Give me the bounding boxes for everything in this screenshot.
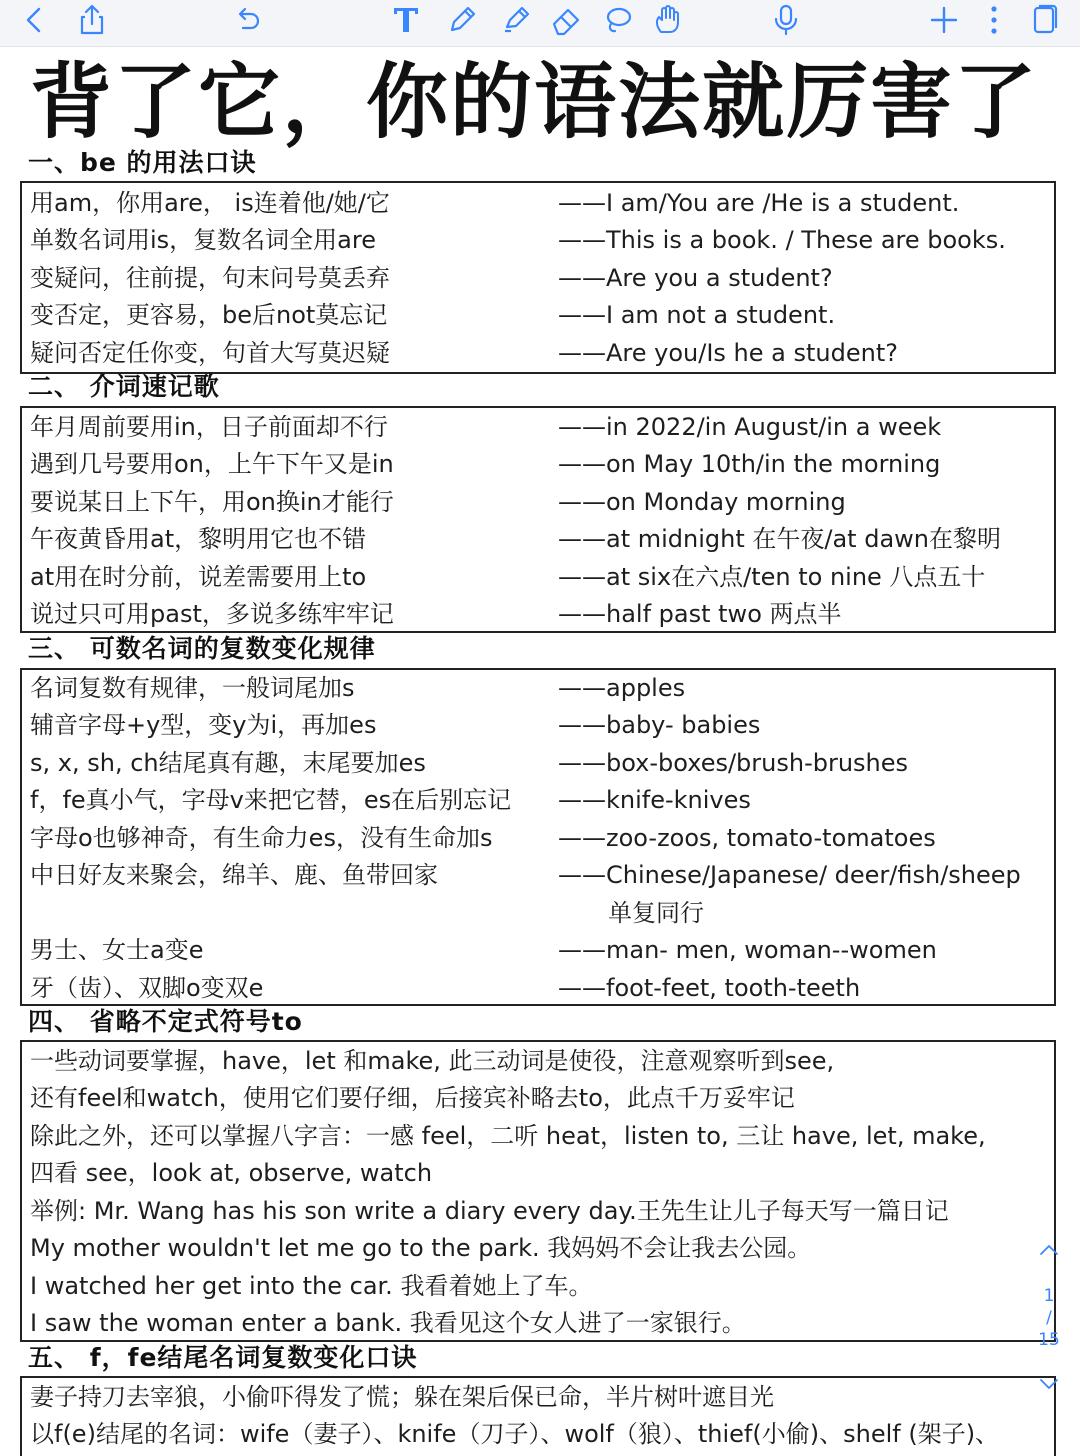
section-box-omit-to [20, 1040, 1056, 1342]
example-text-continued: 单复同行 [608, 899, 704, 927]
rule-text: 变否定，更容易，be后not莫忘记 [30, 301, 388, 329]
paragraph-line: 以f(e)结尾的名词：wife（妻子）、knife（刀子）、wolf（狼）、thief(小偷)、shelf (架子)、 [30, 1420, 1000, 1448]
section-heading-plural-nouns: 三、 可数名词的复数变化规律 [28, 634, 376, 663]
rule-text: 年月周前要用in，日子前面却不行 [30, 413, 388, 441]
paragraph-line: I saw the woman enter a bank. 我看见这个女人进了一家银行。 [30, 1309, 746, 1337]
add-icon[interactable] [926, 2, 962, 38]
section-heading-be: 一、be 的用法口诀 [28, 148, 257, 177]
rule-text: 疑问否定任你变，句首大写莫迟疑 [30, 339, 390, 367]
eraser-icon[interactable] [548, 2, 584, 38]
example-text: ——on Monday morning [558, 488, 846, 516]
example-text: ——box-boxes/brush-brushes [558, 749, 909, 777]
more-icon[interactable] [976, 2, 1012, 38]
rule-text: 中日好友来聚会，绵羊、鹿、鱼带回家 [30, 861, 438, 889]
example-text: ——half past two 两点半 [558, 600, 842, 628]
rule-text: 单数名词用is，复数名词全用are [30, 226, 376, 254]
paragraph-line: 还有feel和watch，使用它们要仔细，后接宾补略去to，此点千万妥牢记 [30, 1084, 795, 1112]
example-text: ——on May 10th/in the morning [558, 450, 941, 478]
section-heading-prepositions: 二、 介词速记歌 [28, 372, 220, 401]
example-text: ——man- men, woman--women [558, 936, 937, 964]
rule-text: s, x, sh, ch结尾真有趣，末尾要加es [30, 749, 426, 777]
highlighter-icon[interactable] [498, 2, 534, 38]
share-icon[interactable] [74, 2, 110, 38]
example-text: ——knife-knives [558, 786, 751, 814]
page-indicator [1032, 1238, 1066, 1398]
example-text: ——I am not a student. [558, 301, 836, 329]
rule-text: 牙（齿）、双脚o变双e [30, 974, 264, 1002]
rule-text: 要说某日上下午，用on换in才能行 [30, 488, 394, 516]
section-heading-omit-to: 四、 省略不定式符号to [28, 1007, 303, 1036]
section-box-f-fe-plural [20, 1376, 1056, 1456]
example-text: ——in 2022/in August/in a week [558, 413, 942, 441]
page-title: 背了它，你的语法就厉害了 [30, 54, 1039, 150]
total-pages: 15 [1038, 1330, 1060, 1350]
paragraph-line: I watched her get into the car. 我看着她上了车。 [30, 1272, 593, 1300]
undo-icon[interactable] [230, 2, 266, 38]
example-text: ——This is a book. / These are books. [558, 226, 1006, 254]
paragraph-line: 妻子持刀去宰狼，小偷吓得发了慌；躲在架后保已命，半片树叶遮目光 [30, 1383, 774, 1411]
page-down-chevron-icon[interactable] [1038, 1376, 1060, 1392]
hand-icon[interactable] [650, 2, 686, 38]
example-text: ——apples [558, 674, 686, 702]
section-box-prepositions [20, 406, 1056, 633]
rule-text: 遇到几号要用on，上午下午又是in [30, 450, 394, 478]
current-page-number: 1 [1043, 1286, 1055, 1306]
pen-icon[interactable] [444, 2, 480, 38]
rule-text: 午夜黄昏用at，黎明用它也不错 [30, 525, 367, 553]
paragraph-line: My mother wouldn't let me go to the park. 我妈妈不会让我去公园。 [30, 1234, 812, 1262]
lasso-icon[interactable] [600, 2, 636, 38]
toolbar [0, 0, 1080, 47]
rule-text: 字母o也够神奇，有生命力es，没有生命加s [30, 824, 493, 852]
example-text: ——zoo-zoos, tomato-tomatoes [558, 824, 936, 852]
example-text: ——foot-feet, tooth-teeth [558, 974, 861, 1002]
section-heading-f-fe-plural: 五、 f，fe结尾名词复数变化口诀 [28, 1343, 418, 1372]
example-text: ——Are you/Is he a student? [558, 339, 898, 367]
example-text: ——Are you a student? [558, 264, 833, 292]
section-box-plural-nouns [20, 668, 1056, 1006]
paragraph-line: 除此之外，还可以掌握八字言：一感 feel，二听 heat，listen to, 三让 have, let, make, [30, 1122, 986, 1150]
example-text: ——at six在六点/ten to nine 八点五十 [558, 563, 986, 591]
back-icon[interactable] [16, 2, 52, 38]
section-box-be [20, 181, 1056, 374]
page-separator: / [1046, 1308, 1052, 1328]
page-up-chevron-icon[interactable] [1038, 1242, 1060, 1258]
rule-text: f，fe真小气，字母v来把它替，es在后别忘记 [30, 786, 512, 814]
example-text: ——at midnight 在午夜/at dawn在黎明 [558, 525, 1002, 553]
text-tool-icon[interactable] [388, 2, 424, 38]
rule-text: 说过只可用past，多说多练牢牢记 [30, 600, 394, 628]
rule-text: 变疑问，往前提，句末问号莫丢弃 [30, 264, 390, 292]
example-text: ——baby- babies [558, 711, 761, 739]
rule-text: 用am，你用are， is连着他/她/它 [30, 189, 390, 217]
rule-text: 名词复数有规律，一般词尾加s [30, 674, 355, 702]
paragraph-line: 四看 see，look at, observe, watch [30, 1159, 433, 1187]
pages-icon[interactable] [1026, 2, 1062, 38]
example-text: ——I am/You are /He is a student. [558, 189, 960, 217]
microphone-icon[interactable] [768, 2, 804, 38]
rule-text: 辅音字母+y型，变y为i，再加es [30, 711, 377, 739]
paragraph-line: 举例: Mr. Wang has his son write a diary every day.王先生让儿子每天写一篇日记 [30, 1197, 949, 1225]
example-text: ——Chinese/Japanese/ deer/fish/sheep [558, 861, 1021, 889]
rule-text: 男士、女士a变e [30, 936, 204, 964]
paragraph-line: 一些动词要掌握，have，let 和make, 此三动词是使役，注意观察听到see, [30, 1047, 835, 1075]
rule-text: at用在时分前，说差需要用上to [30, 563, 367, 591]
